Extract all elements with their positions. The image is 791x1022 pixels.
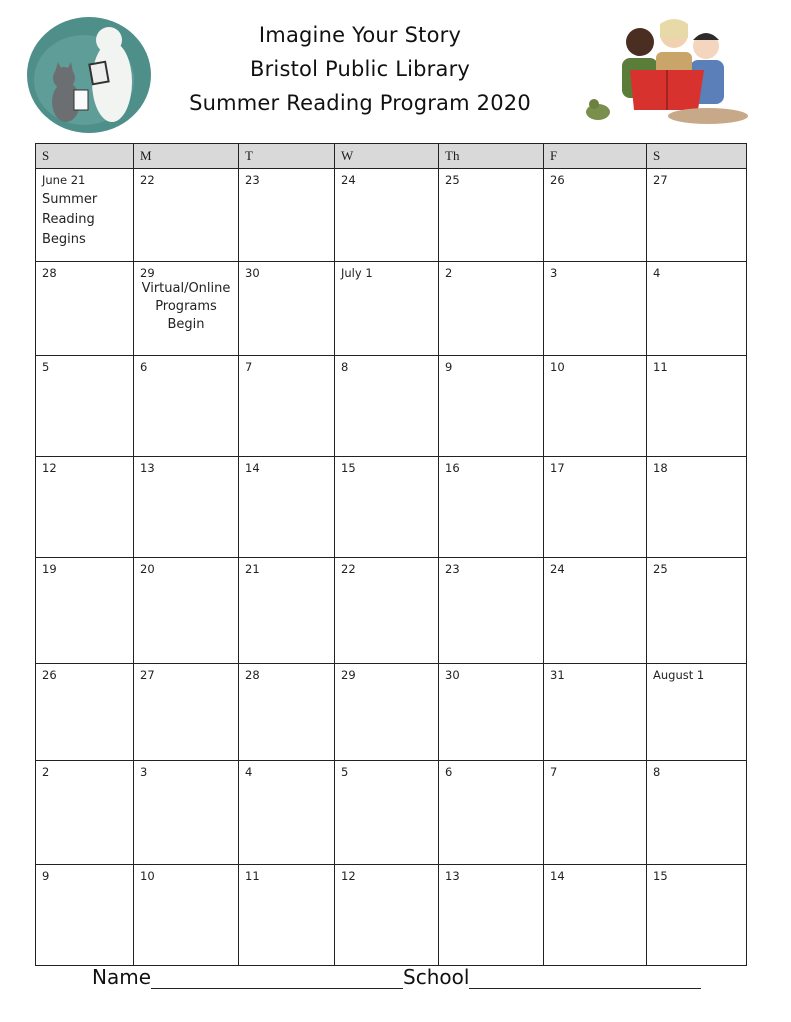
day-cell	[36, 457, 134, 558]
day-cell	[647, 356, 747, 457]
day-cell	[239, 558, 335, 664]
day-cell	[439, 356, 544, 457]
day-number: 16	[445, 461, 460, 475]
day-number: 11	[245, 869, 260, 883]
day-cell	[335, 664, 439, 761]
day-number: 24	[550, 562, 565, 576]
day-cell	[239, 262, 335, 356]
day-number: 24	[341, 173, 356, 187]
day-number: 5	[341, 765, 349, 779]
day-cell	[647, 865, 747, 966]
day-number: 23	[445, 562, 460, 576]
day-cell	[134, 262, 239, 356]
day-number: 22	[341, 562, 356, 576]
title-line-1: Imagine Your Story	[258, 23, 462, 47]
day-cell	[544, 262, 647, 356]
day-header-tue: T	[239, 144, 335, 169]
day-cell	[544, 865, 647, 966]
school-label: School	[403, 965, 470, 989]
day-number: 4	[245, 765, 253, 779]
day-number: 3	[140, 765, 148, 779]
day-cell	[134, 356, 239, 457]
day-number: 27	[653, 173, 668, 187]
day-number: 7	[550, 765, 558, 779]
day-cell	[134, 865, 239, 966]
day-cell	[36, 262, 134, 356]
day-cell	[239, 761, 335, 865]
day-number: 4	[653, 266, 661, 280]
day-number: 28	[42, 266, 57, 280]
name-label: Name	[92, 965, 152, 989]
week-row	[36, 865, 747, 966]
day-number: 23	[245, 173, 260, 187]
day-number: 13	[445, 869, 460, 883]
day-cell	[36, 169, 134, 262]
event-note: Summer Reading Begins	[42, 192, 98, 247]
day-cell	[335, 558, 439, 664]
day-number: 14	[245, 461, 260, 475]
header-title-block	[180, 18, 540, 120]
day-cell	[134, 558, 239, 664]
day-cell	[544, 457, 647, 558]
day-number: 18	[653, 461, 668, 475]
day-number: 10	[550, 360, 565, 374]
school-input-line[interactable]	[469, 966, 701, 989]
day-cell	[134, 664, 239, 761]
day-cell	[335, 262, 439, 356]
day-number: 6	[445, 765, 453, 779]
day-number: 26	[42, 668, 57, 682]
day-cell	[36, 865, 134, 966]
day-header-sun: S	[36, 144, 134, 169]
cat-dog-reading-illustration-icon	[24, 10, 154, 135]
day-number: 30	[245, 266, 260, 280]
day-number: 19	[42, 562, 57, 576]
event-note: Virtual/Online Programs Begin	[141, 281, 231, 332]
day-number: 3	[550, 266, 558, 280]
week-row	[36, 558, 747, 664]
title-line-3: Summer Reading Program 2020	[189, 91, 531, 115]
day-cell	[647, 457, 747, 558]
day-cell	[134, 457, 239, 558]
day-cell	[134, 761, 239, 865]
day-header-row	[36, 144, 747, 169]
day-cell	[335, 761, 439, 865]
day-cell	[239, 169, 335, 262]
day-number: 2	[445, 266, 453, 280]
day-number: 15	[341, 461, 356, 475]
day-number: 5	[42, 360, 50, 374]
day-cell	[439, 457, 544, 558]
week-row	[36, 356, 747, 457]
day-number: 25	[445, 173, 460, 187]
day-number: 28	[245, 668, 260, 682]
children-reading-illustration-icon	[578, 12, 750, 127]
day-number: 31	[550, 668, 565, 682]
day-cell	[335, 356, 439, 457]
day-cell	[335, 169, 439, 262]
day-cell	[335, 457, 439, 558]
day-cell	[647, 558, 747, 664]
day-number: 30	[445, 668, 460, 682]
day-number: 29	[341, 668, 356, 682]
day-number: 9	[42, 869, 50, 883]
day-cell	[647, 262, 747, 356]
day-number: June 21	[42, 173, 86, 187]
day-cell	[36, 356, 134, 457]
day-header-wed: W	[335, 144, 439, 169]
day-number: 17	[550, 461, 565, 475]
day-cell	[544, 169, 647, 262]
day-number: 9	[445, 360, 453, 374]
day-number: 12	[42, 461, 57, 475]
day-number: 14	[550, 869, 565, 883]
day-number: August 1	[653, 668, 705, 682]
day-number: 7	[245, 360, 253, 374]
day-cell	[36, 664, 134, 761]
day-cell	[439, 664, 544, 761]
week-row	[36, 664, 747, 761]
day-number: 12	[341, 869, 356, 883]
week-row	[36, 761, 747, 865]
day-header-fri: F	[544, 144, 647, 169]
footer-signature-line	[92, 965, 701, 989]
calendar-table	[35, 143, 747, 966]
day-cell	[544, 664, 647, 761]
day-cell	[439, 262, 544, 356]
day-number: 8	[341, 360, 349, 374]
day-number: 25	[653, 562, 668, 576]
day-cell	[439, 761, 544, 865]
day-cell	[239, 664, 335, 761]
day-cell	[239, 356, 335, 457]
day-cell	[647, 169, 747, 262]
week-row	[36, 262, 747, 356]
day-cell	[134, 169, 239, 262]
day-number: 10	[140, 869, 155, 883]
day-cell	[544, 558, 647, 664]
week-row	[36, 169, 747, 262]
day-number: 27	[140, 668, 155, 682]
day-number: 22	[140, 173, 155, 187]
day-number: 21	[245, 562, 260, 576]
day-number: 2	[42, 765, 50, 779]
day-cell	[647, 664, 747, 761]
day-cell	[335, 865, 439, 966]
day-cell	[439, 169, 544, 262]
week-row	[36, 457, 747, 558]
day-number: 8	[653, 765, 661, 779]
day-cell	[647, 761, 747, 865]
day-cell	[544, 761, 647, 865]
day-cell	[239, 457, 335, 558]
day-cell	[36, 558, 134, 664]
day-number: 29	[140, 266, 155, 280]
day-number: 15	[653, 869, 668, 883]
day-cell	[439, 865, 544, 966]
day-cell	[439, 558, 544, 664]
day-number: July 1	[341, 266, 373, 280]
day-number: 6	[140, 360, 148, 374]
day-header-mon: M	[134, 144, 239, 169]
title-line-2: Bristol Public Library	[249, 57, 471, 81]
day-header-thu: Th	[439, 144, 544, 169]
day-cell	[544, 356, 647, 457]
day-cell	[36, 761, 134, 865]
day-number: 13	[140, 461, 155, 475]
day-cell	[239, 865, 335, 966]
name-input-line[interactable]	[151, 966, 403, 989]
day-number: 20	[140, 562, 155, 576]
day-number: 26	[550, 173, 565, 187]
day-number: 11	[653, 360, 668, 374]
day-header-sat: S	[647, 144, 747, 169]
